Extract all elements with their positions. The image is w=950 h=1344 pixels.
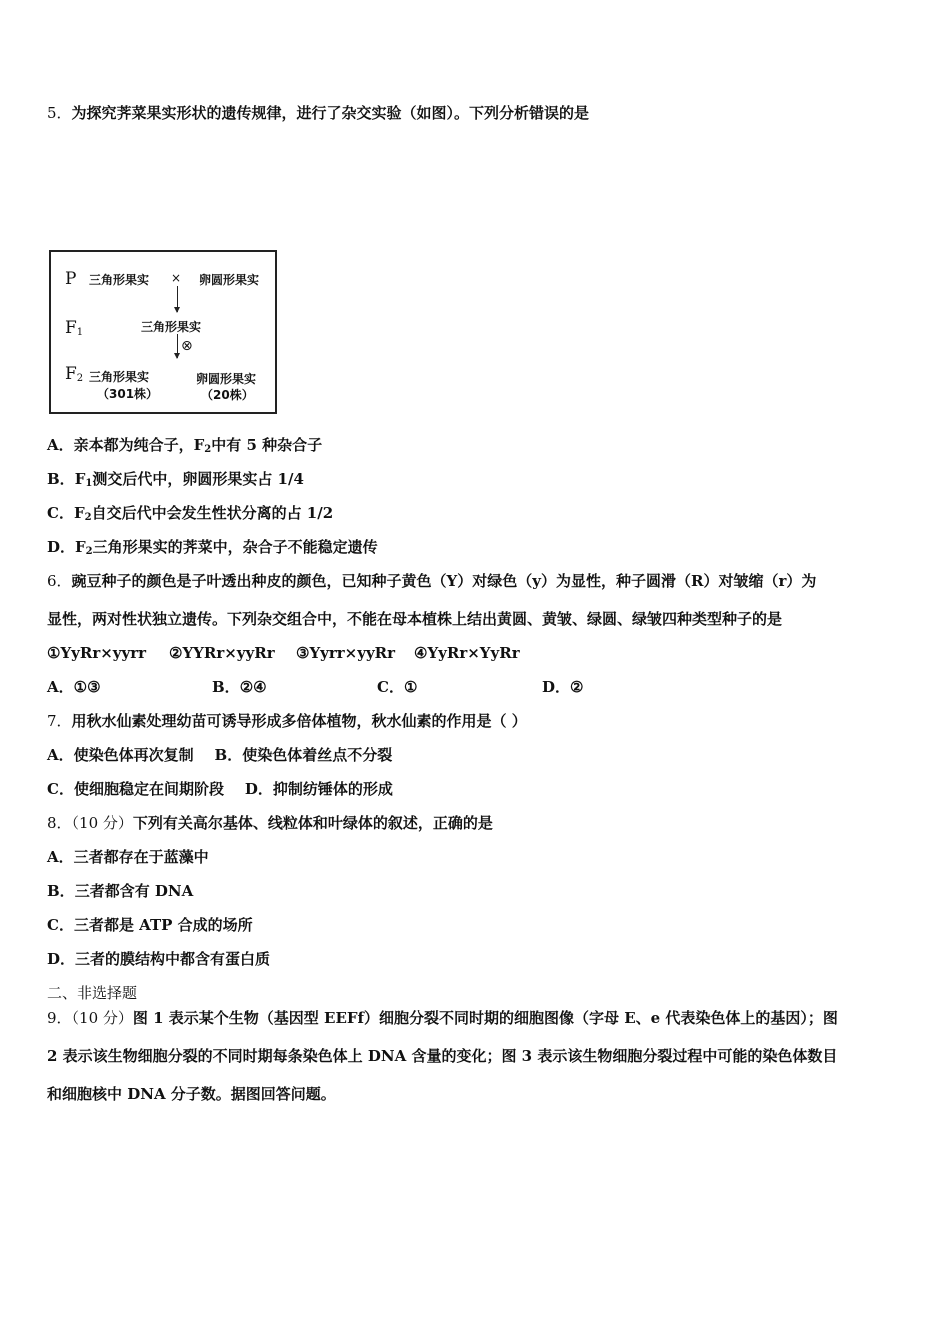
fig-p-right: 卵圆形果实 <box>199 273 260 287</box>
q6-combo-3: ③Yyrr×yyRr <box>296 644 396 662</box>
q9-score: （10 分） <box>71 1009 133 1027</box>
q6-combo-2: ②YYRr×yyRr <box>169 644 275 662</box>
q8-stem: 8．（10 分）下列有关高尔基体、线粒体和叶绿体的叙述，正确的是 <box>47 814 493 832</box>
q6-options <box>47 677 583 697</box>
q6-stem-line2: 显性，两对性状独立遗传。下列杂交组合中，不能在母本植株上结出黄圆、黄皱、绿圆、绿皱四种类型种子的是 <box>47 610 783 628</box>
q8-option-a: A．三者都存在于蓝藻中 <box>47 848 209 866</box>
fig-p-label: P <box>65 269 77 289</box>
q7-option-c: C．使细胞稳定在间期阶段 <box>47 780 224 798</box>
fig-arrow-down-icon <box>177 286 178 312</box>
q8-option-c: C．三者都是 ATP 合成的场所 <box>47 916 253 934</box>
fig-f2-label: $F_2$ <box>65 364 84 384</box>
q9-number: 9． <box>47 1009 72 1027</box>
q6-stem-line1: 6．豌豆种子的颜色是子叶透出种皮的颜色，已知种子黄色（Y）对绿色（y）为显性，种子圆滑（R）对皱缩（r）为 <box>47 572 817 590</box>
q8-score: （10 分） <box>71 814 133 832</box>
q5-option-d: D．$F_2$三角形果实的荠菜中，杂合子不能稳定遗传 <box>47 538 378 557</box>
q7-options-ab <box>47 745 392 765</box>
section-heading: 二、非选择题 <box>47 984 138 1002</box>
fig-arrow-down-icon <box>177 334 178 358</box>
fig-p-left: 三角形果实 <box>89 273 150 287</box>
q5-stem-text: 为探究荠菜果实形状的遗传规律，进行了杂交实验（如图）。下列分析错误的是 <box>71 104 590 122</box>
q6-option-b: B．②④ <box>212 678 267 696</box>
q5-cross-diagram <box>49 250 277 414</box>
q6-option-d: D．② <box>542 678 584 696</box>
q8-option-b: B．三者都含有 DNA <box>47 882 194 900</box>
fig-f1-label: $F_1$ <box>65 318 84 338</box>
q6-number: 6． <box>47 572 72 590</box>
q7-number: 7． <box>47 712 72 730</box>
q7-options-cd <box>47 779 393 799</box>
fig-f2-right-count: （20株） <box>201 388 254 402</box>
q7-option-d: D．抑制纺锤体的形成 <box>244 780 393 798</box>
q5-number: 5． <box>47 104 72 122</box>
q7-option-b: B．使染色体着丝点不分裂 <box>214 746 393 764</box>
fig-f2-left-count: （301株） <box>97 387 159 401</box>
q5-option-b: B．$F_1$测交后代中，卵圆形果实占 1/4 <box>47 470 304 489</box>
q8-option-d: D．三者的膜结构中都含有蛋白质 <box>47 950 271 968</box>
q5-option-a: A．亲本都为纯合子，$F_2$中有 5 种杂合子 <box>47 436 323 455</box>
q6-option-c: C．① <box>377 678 418 696</box>
q7-stem: 7．用秋水仙素处理幼苗可诱导形成多倍体植物，秋水仙素的作用是（ ） <box>47 712 527 730</box>
q6-combos <box>47 643 520 663</box>
q6-combo-4: ④YyRr×YyRr <box>414 644 520 662</box>
fig-f2-right: 卵圆形果实 <box>196 372 257 386</box>
fig-cross-symbol: × <box>171 271 182 285</box>
q6-option-a: A．①③ <box>47 678 101 696</box>
fig-f2-left: 三角形果实 <box>89 370 150 384</box>
fig-f1-fruit: 三角形果实 <box>141 320 202 334</box>
fig-selfing-icon: ⊗ <box>181 338 193 354</box>
q5-stem <box>47 103 589 123</box>
q7-option-a: A．使染色体再次复制 <box>47 746 194 764</box>
q8-number: 8． <box>47 814 72 832</box>
q5-option-c: C．$F_2$自交后代中会发生性状分离的占 1/2 <box>47 504 334 523</box>
q9-line1: 9．（10 分）图 1 表示某个生物（基因型 EEFf）细胞分裂不同时期的细胞图像（字母 E、e 代表染色体上的基因）；图 <box>47 1009 838 1027</box>
q9-line3: 和细胞核中 DNA 分子数。据图回答问题。 <box>47 1085 336 1103</box>
q6-combo-1: ①YyRr×yyrr <box>47 644 147 662</box>
q9-line2: 2 表示该生物细胞分裂的不同时期每条染色体上 DNA 含量的变化；图 3 表示该生物细胞分裂过程中可能的染色体数目 <box>47 1047 838 1065</box>
